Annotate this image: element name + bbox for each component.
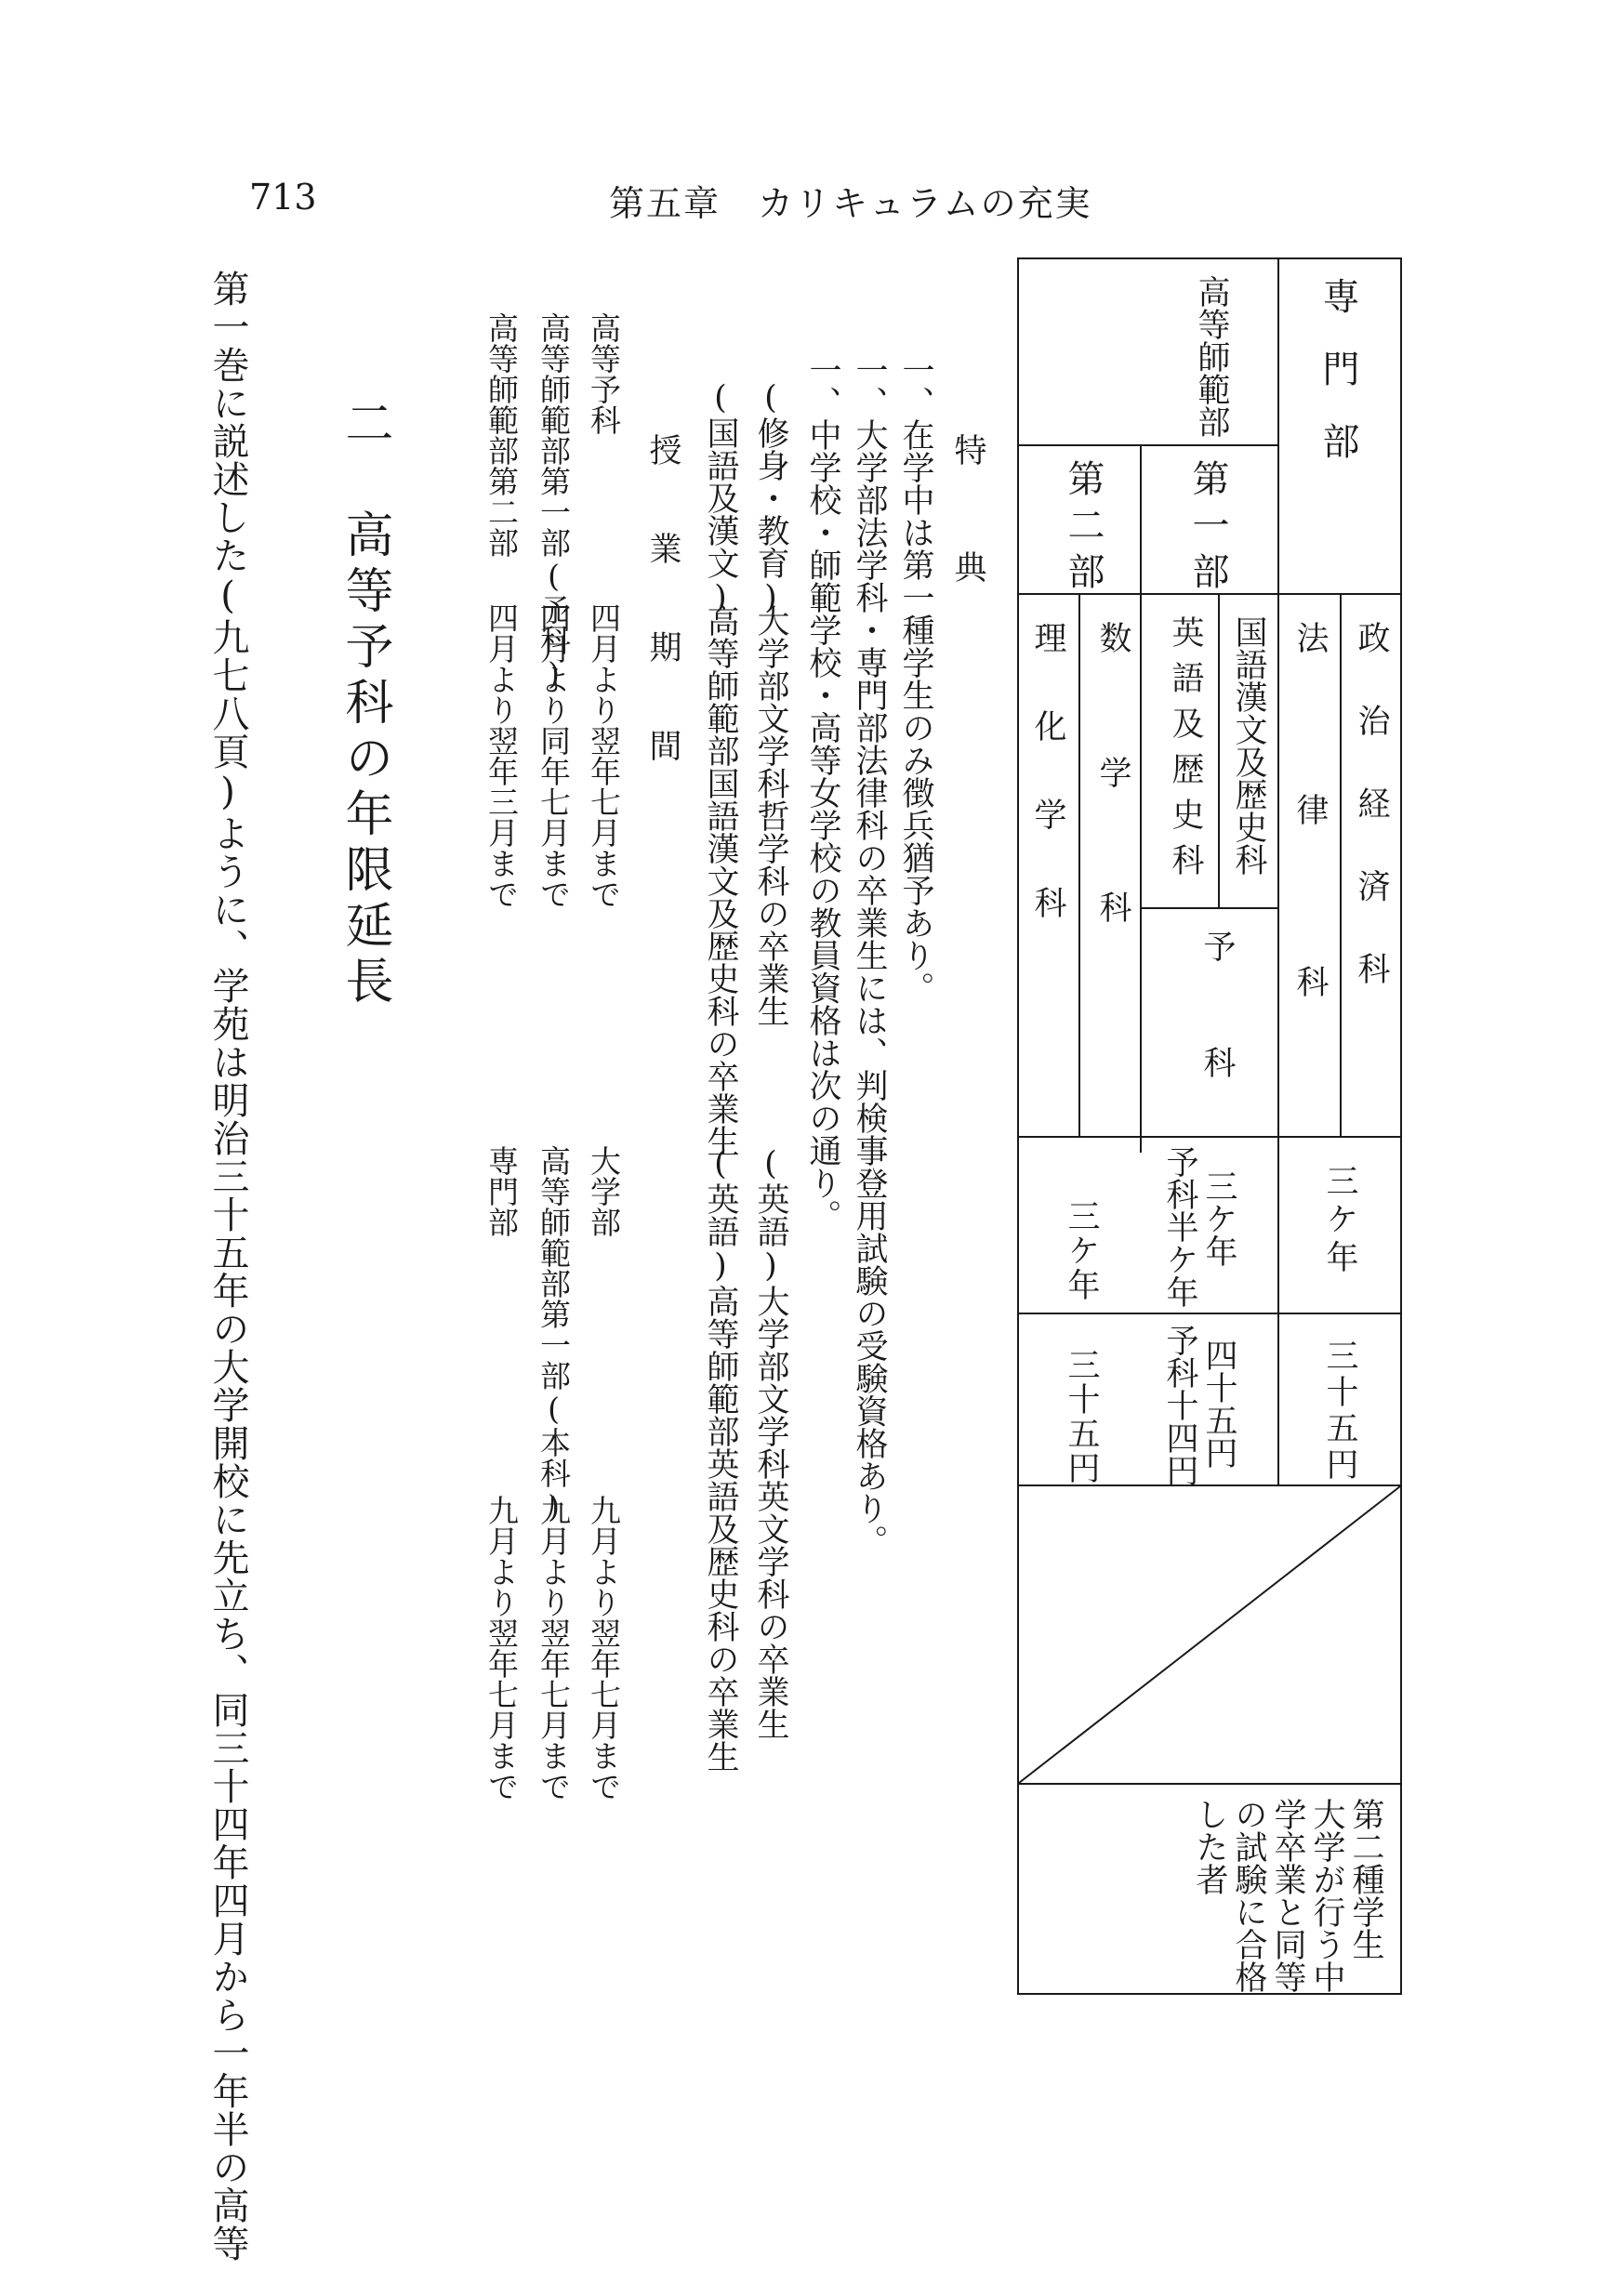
- subject-eigo: 英語及歴史科: [1167, 615, 1204, 889]
- jugyo-period2-1: 九月より翌年七月まで: [586, 1495, 622, 1801]
- note-line-2: 大学が行う中: [1308, 1798, 1345, 1993]
- jugyo-dept2-1: 大学部: [586, 1145, 622, 1237]
- years-first: 三ケ年: [1200, 1169, 1237, 1267]
- fee-first-prep: 予科十四円: [1161, 1324, 1198, 1486]
- note-line-5: した者: [1191, 1798, 1228, 1895]
- jugyo-period-1: 四月より翌年七月まで: [586, 602, 622, 909]
- subject-sugaku: 数学科: [1094, 621, 1131, 1025]
- section-title: 二 高等予科の年限延長: [337, 398, 392, 1011]
- subject-seiji: 政治経済科: [1353, 621, 1390, 1035]
- dept-koto: 高等師範部: [1193, 275, 1230, 438]
- tokuten-item-1: 一、在学中は第一種学生のみ徴兵猶予あり。: [897, 353, 934, 1004]
- qual-grad2-1: 大学部文学科英文学科の卒業生: [752, 1285, 789, 1740]
- tokuten-item-2: 一、大学部法学科・専門部法律科の卒業生には、判検事登用試験の受験資格あり。: [851, 353, 888, 1557]
- note-line-3: 学卒業と同等: [1269, 1798, 1306, 1993]
- qual-grad-1: 大学部文学科哲学科の卒業生: [752, 604, 789, 1027]
- label-second: 第二部: [1062, 459, 1105, 599]
- years-second: 三ケ年: [1063, 1199, 1100, 1302]
- jugyo-dept2-3: 専門部: [483, 1145, 520, 1237]
- tokuten-heading: 特 典: [949, 433, 986, 609]
- tokuten-item-3: 一、中学校・師範学校・高等女学校の教員資格は次の通り。: [804, 353, 841, 1232]
- jugyo-period-2: 四月より同年七月まで: [536, 602, 572, 909]
- jugyo-period2-3: 九月より翌年七月まで: [483, 1495, 520, 1801]
- jugyo-heading: 授 業 期 間: [644, 433, 681, 778]
- label-first: 第一部: [1186, 459, 1229, 599]
- note-line-4: の試験に合格: [1230, 1798, 1267, 1993]
- years-first-prep: 予科半ケ年: [1161, 1145, 1198, 1308]
- fee-second: 三十五円: [1063, 1348, 1100, 1485]
- jugyo-period2-2: 九月より翌年七月まで: [536, 1495, 572, 1801]
- qual-subject-1: (修身・教育): [752, 379, 789, 616]
- diagonal-slash: [1017, 1484, 1402, 1785]
- jugyo-dept-3: 高等師範部第二部: [483, 312, 520, 558]
- fee-first: 四十五円: [1200, 1339, 1237, 1469]
- jugyo-period-3: 四月より翌年三月まで: [483, 602, 520, 909]
- dept-senmon: 専門部: [1316, 277, 1359, 495]
- qual-grad-2: 高等師範部国語漢文及歴史科の卒業生: [702, 604, 739, 1157]
- chapter-title: 第五章 カリキュラムの充実: [609, 183, 1092, 224]
- jugyo-dept-2: 高等師範部第一部(予科): [536, 312, 572, 692]
- subject-kokugo: 国語漢文及歴史科: [1230, 615, 1267, 876]
- qual-subject-2: (国語及漢文): [702, 379, 739, 616]
- qual-subject2-2: (英語): [702, 1145, 739, 1285]
- qual-grad2-2: 高等師範部英語及歴史科の卒業生: [702, 1285, 739, 1773]
- prep-first: 予科: [1198, 930, 1236, 1162]
- note-line-1: 第二種学生: [1347, 1798, 1384, 1960]
- body-text: 第一巻に説述した(九七八頁)ように、学苑は明治三十五年の大学開校に先立ち、同三十四年四月から一年半の高等: [206, 270, 249, 2263]
- page-number: 713: [249, 177, 317, 218]
- subject-rika: 理化学科: [1029, 621, 1066, 974]
- years-senmon: 三ケ年: [1321, 1164, 1358, 1278]
- jugyo-dept-1: 高等予科: [586, 312, 622, 435]
- fee-senmon: 三十五円: [1321, 1339, 1358, 1484]
- jugyo-dept2-2: 高等師範部第一部(本科): [536, 1145, 572, 1524]
- qual-subject2-1: (英語): [752, 1145, 789, 1285]
- subject-horitsu: 法律科: [1291, 621, 1329, 1137]
